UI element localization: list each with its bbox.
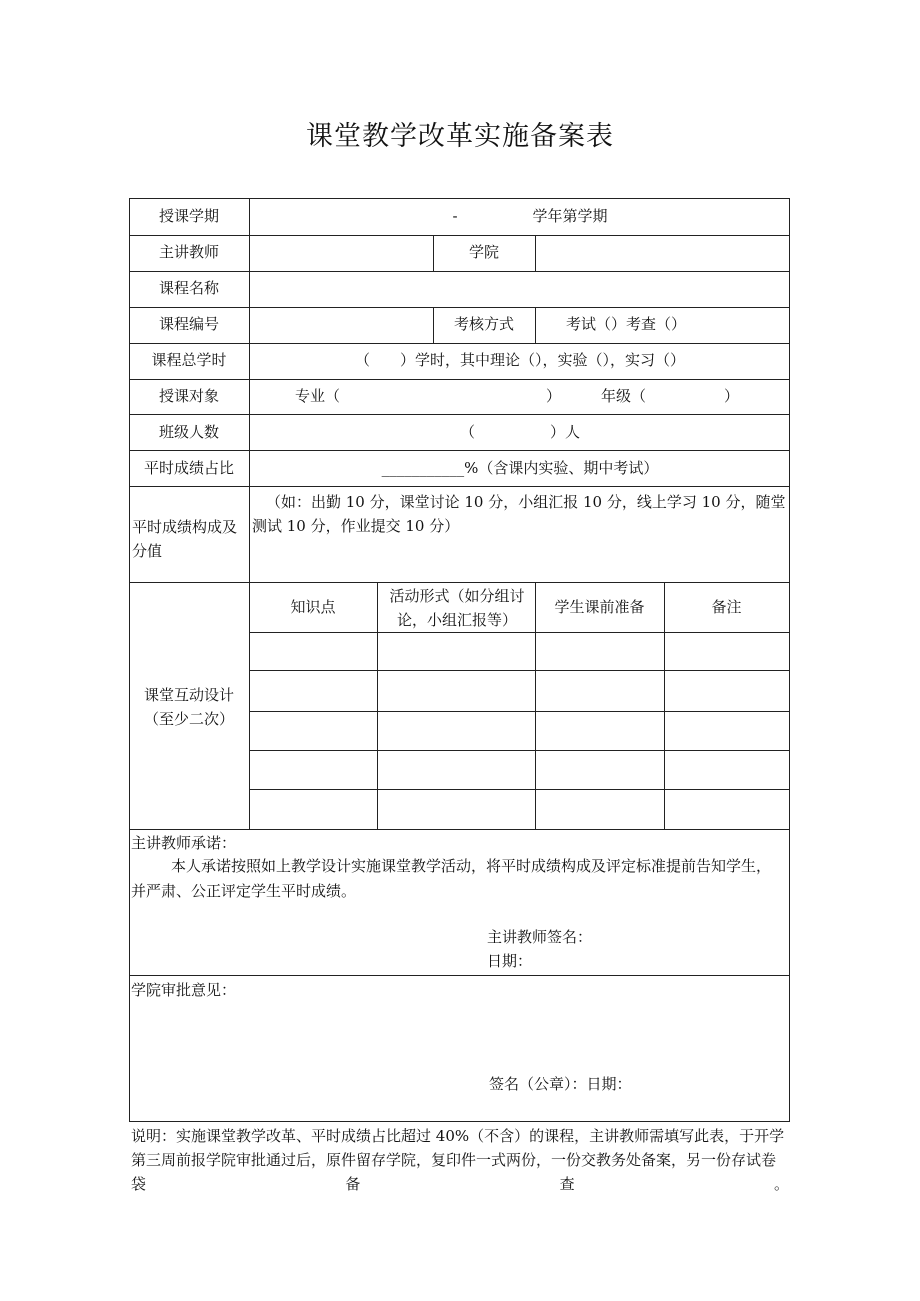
target-major-close: ） (546, 387, 562, 405)
note-text: 说明：实施课堂教学改革、平时成绩占比超过 40%（不含）的课程，主讲教师需填写此表，于开学第三周前报学院审批通过后，原件留存学院，复印件一式两份，一份交教务处备案，另一份存试卷 (131, 1127, 785, 1169)
target-grade-close: ） (724, 387, 740, 405)
commitment-heading: 主讲教师承诺： (131, 834, 237, 852)
teacher-input[interactable] (250, 236, 433, 271)
interaction-header-preparation: 学生课前准备 (554, 598, 645, 616)
composition-label: 平时成绩构成及分值 (132, 518, 238, 560)
assessment-label: 考核方式 (453, 315, 514, 333)
note-char-3: 查 (559, 1175, 575, 1193)
approval-heading: 学院审批意见： (131, 981, 237, 999)
college-label: 学院 (468, 243, 499, 261)
teacher-signature[interactable]: 主讲教师签名： (487, 928, 593, 946)
target-grade[interactable]: 年级（ (601, 387, 647, 405)
interaction-header-activity: 活动形式（如分组讨论，小组汇报等） (389, 587, 525, 629)
ratio-label: 平时成绩占比 (143, 459, 234, 477)
composition-value[interactable]: （如：出勤 10 分，课堂讨论 10 分，小组汇报 10 分，线上学习 10 分，随堂测试 10 分，作业提交 10 分） (252, 493, 786, 535)
course-name-label: 课程名称 (158, 279, 219, 297)
interaction-header-remarks: 备注 (711, 598, 742, 616)
page-title: 课堂教学改革实施备案表 (306, 121, 614, 152)
total-hours-label: 课程总学时 (151, 351, 227, 369)
course-code-label: 课程编号 (158, 315, 219, 333)
approval-signature[interactable]: 签名（公章）：日期： (489, 1075, 632, 1093)
target-label: 授课对象 (158, 387, 219, 405)
semester-value[interactable]: - 学年第学期 (452, 207, 608, 225)
semester-label: 授课学期 (158, 207, 219, 225)
note (131, 1124, 789, 1196)
note-char-4: 。 (773, 1175, 789, 1193)
course-code-input[interactable] (250, 308, 433, 343)
target-major[interactable]: 专业（ (295, 387, 341, 405)
class-size-label: 班级人数 (158, 423, 219, 441)
total-hours-value[interactable]: （ ）学时，其中理论（），实验（），实习（） (354, 351, 685, 369)
interaction-label-note: （至少二次） (143, 710, 234, 728)
commitment-body: 本人承诺按照如上教学设计实施课堂教学活动，将平时成绩构成及评定标准提前告知学生，并严肃、公正评定学生平时成绩。 (131, 857, 772, 900)
interaction-label: 课堂互动设计 (143, 686, 234, 704)
teacher-label: 主讲教师 (158, 243, 219, 261)
college-input[interactable] (536, 236, 789, 271)
course-name-input[interactable] (250, 272, 789, 307)
assessment-value[interactable]: 考试（）考查（） (565, 315, 686, 333)
note-char-1: 袋 (131, 1175, 147, 1193)
interaction-header-knowledge: 知识点 (290, 598, 336, 616)
class-size-value[interactable]: （ ）人 (459, 423, 580, 441)
commitment-date[interactable]: 日期： (487, 952, 533, 970)
ratio-value[interactable]: ___________%（含课内实验、期中考试） (381, 459, 659, 477)
note-last-line (131, 1172, 789, 1196)
note-char-2: 备 (345, 1175, 361, 1193)
